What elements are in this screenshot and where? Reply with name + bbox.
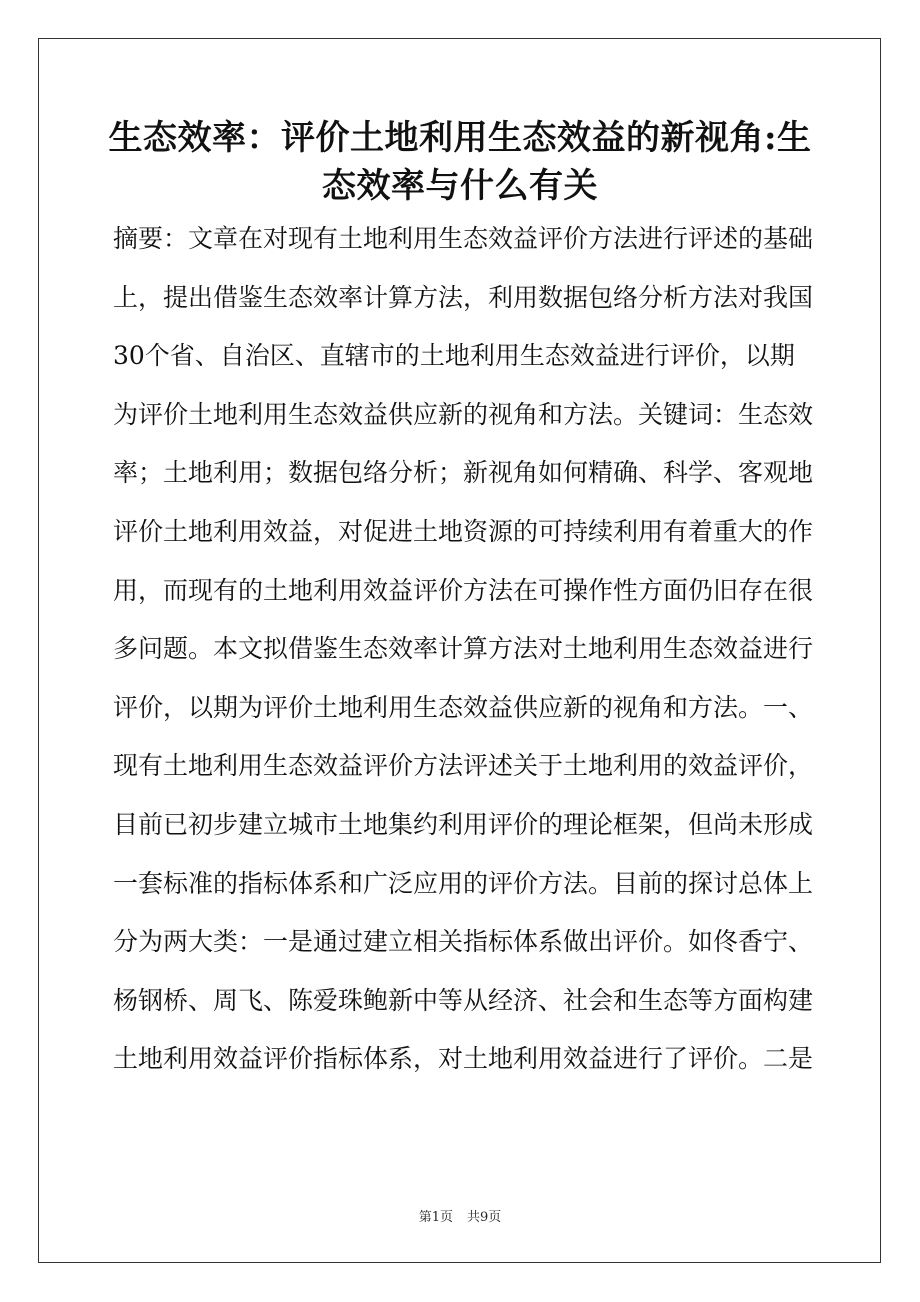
body-line: 杨钢桥、周飞、陈爱珠鲍新中等从经济、社会和生态等方面构建 xyxy=(113,985,814,1015)
body-line: 分为两大类：一是通过建立相关指标体系做出评价。如佟香宁、 xyxy=(113,927,814,957)
page-total: 共9页 xyxy=(467,1210,502,1225)
document-body xyxy=(113,210,813,1089)
page-number: 第1页 xyxy=(418,1210,453,1225)
body-line: 一套标准的指标体系和广泛应用的评价方法。目前的探讨总体上 xyxy=(113,868,814,898)
body-line: 目前已初步建立城市土地集约利用评价的理论框架，但尚未形成 xyxy=(113,809,814,839)
title-line: 态效率与什么有关 xyxy=(322,166,598,206)
body-line: 评价，以期为评价土地利用生态效益供应新的视角和方法。一、 xyxy=(113,692,814,722)
page-footer xyxy=(0,1206,920,1225)
body-line: 现有土地利用生态效益评价方法评述关于土地利用的效益评价， xyxy=(113,751,814,781)
body-line: 用，而现有的土地利用效益评价方法在可操作性方面仍旧存在很 xyxy=(113,575,814,605)
body-line: 30个省、自治区、直辖市的土地利用生态效益进行评价，以期 xyxy=(113,341,795,371)
body-line: 率；土地利用；数据包络分析；新视角如何精确、科学、客观地 xyxy=(113,458,814,488)
body-line: 上，提出借鉴生态效率计算方法，利用数据包络分析方法对我国 xyxy=(113,282,814,312)
body-line: 评价土地利用效益，对促进土地资源的可持续利用有着重大的作 xyxy=(113,516,814,546)
body-line: 摘要：文章在对现有土地利用生态效益评价方法进行评述的基础 xyxy=(113,224,814,253)
title-line: 生态效率：评价土地利用生态效益的新视角:生 xyxy=(108,118,812,158)
body-line: 为评价土地利用生态效益供应新的视角和方法。关键词：生态效 xyxy=(113,399,814,429)
body-line: 多问题。本文拟借鉴生态效率计算方法对土地利用生态效益进行 xyxy=(113,634,814,664)
document-title xyxy=(100,114,820,210)
body-line: 土地利用效益评价指标体系，对土地利用效益进行了评价。二是 xyxy=(113,1044,814,1074)
